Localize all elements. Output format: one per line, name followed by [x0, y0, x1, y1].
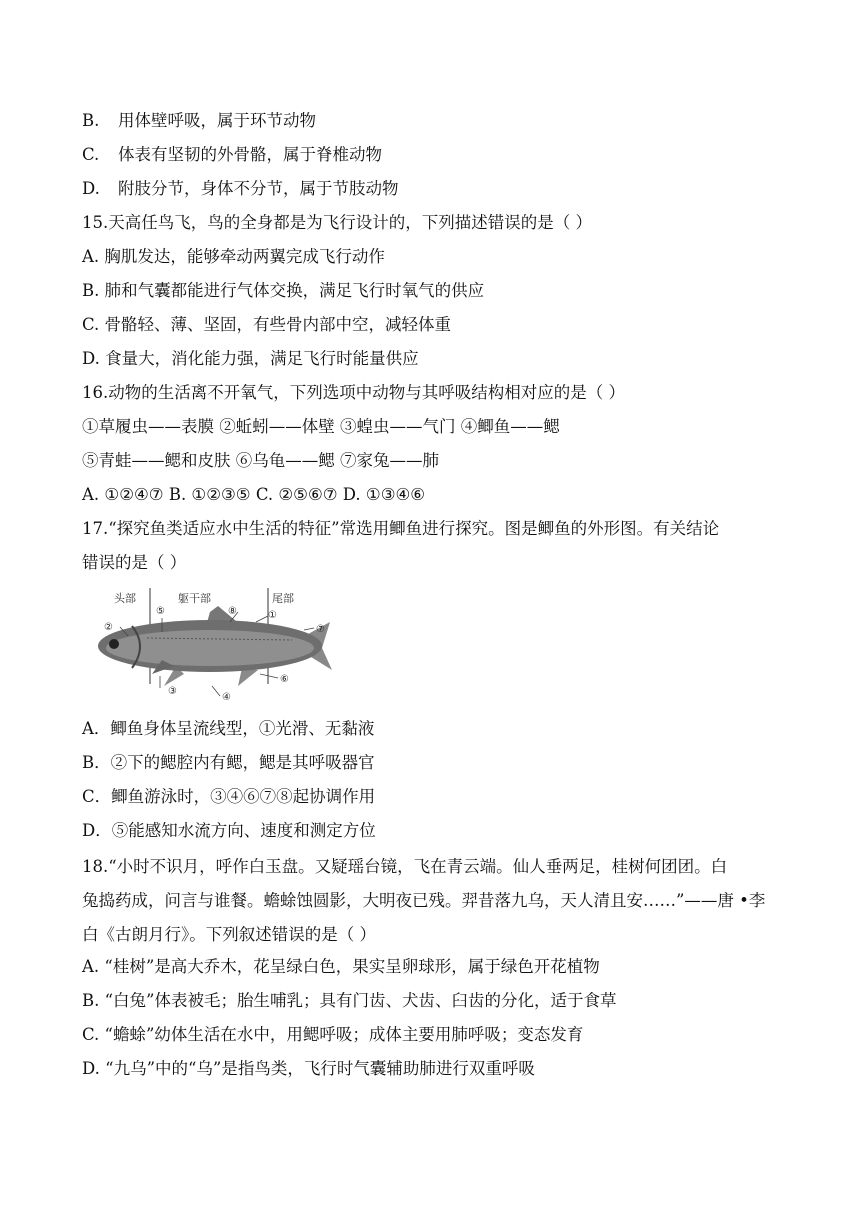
q15-stem: 15.天高任鸟飞，鸟的全身都是为飞行设计的，下列描述错误的是（ ）	[82, 213, 592, 232]
q17-stem-line-1: 17.“探究鱼类适应水中生活的特征”常选用鲫鱼进行探究。图是鲫鱼的外形图。有关结论	[82, 519, 720, 538]
q18-stem-line-1: 18.“小时不识月，呼作白玉盘。又疑瑶台镜，飞在青云端。仙人垂两足，桂树何团团。白	[82, 857, 728, 876]
marker-1: ①	[268, 610, 277, 621]
option-text: 用体壁呼吸，属于环节动物	[118, 111, 316, 130]
leader-1	[256, 616, 268, 622]
q18-option-c: C. “蟾蜍”幼体生活在水中，用鳃呼吸；成体主要用肺呼吸；变态发育	[82, 1025, 584, 1044]
marker-8: ⑧	[228, 606, 237, 617]
label-trunk: 躯干部	[178, 592, 211, 605]
q15-option-b: B. 肺和气囊都能进行气体交换，满足飞行时氧气的供应	[82, 281, 485, 300]
label-head: 头部	[114, 592, 136, 605]
option-label: C.	[82, 145, 100, 164]
marker-7: ⑦	[316, 624, 325, 635]
q17-option-b: B．②下的鳃腔内有鳃，鳃是其呼吸器官	[82, 753, 375, 772]
option-text: 体表有坚韧的外骨骼，属于脊椎动物	[118, 145, 382, 164]
leader-6	[260, 674, 278, 678]
q18-option-a: A. “桂树”是高大乔木，花呈绿白色，果实呈卵球形，属于绿色开花植物	[82, 957, 600, 976]
q17-stem-line-2: 错误的是（ ）	[82, 553, 187, 572]
q17-option-d: D．⑤能感知水流方向、速度和测定方位	[82, 821, 376, 840]
option-text: 附肢分节，身体不分节，属于节肢动物	[118, 179, 399, 198]
q16-stem: 16.动物的生活离不开氧气，下列选项中动物与其呼吸结构相对应的是（ ）	[82, 383, 625, 402]
q18-option-b: B. “白兔”体表被毛；胎生哺乳；具有门齿、犬齿、臼齿的分化，适于食草	[82, 991, 617, 1010]
marker-3: ③	[168, 686, 177, 697]
marker-5: ⑤	[156, 606, 165, 617]
q18-option-d: D. “九乌”中的“乌”是指鸟类，飞行时气囊辅助肺进行双重呼吸	[82, 1059, 535, 1078]
marker-6: ⑥	[280, 674, 289, 685]
fish-eye	[109, 639, 119, 649]
q18-stem-line-3: 白《古朗月行》。下列叙述错误的是（ ）	[82, 925, 376, 944]
option-label: D.	[82, 179, 100, 198]
carp-diagram	[92, 586, 342, 706]
q17-option-a: A．鲫鱼身体呈流线型，①光滑、无黏液	[82, 719, 375, 738]
q14-option-c	[82, 144, 382, 166]
q14-option-b	[82, 110, 316, 132]
q15-option-c: C. 骨骼轻、薄、坚固，有些骨内部中空，减轻体重	[82, 315, 452, 334]
q16-options: A. ①②④⑦ B. ①②③⑤ C. ②⑤⑥⑦ D. ①③④⑥	[82, 485, 426, 504]
q14-option-d	[82, 178, 399, 200]
marker-4: ④	[222, 692, 231, 703]
q16-list-1: ①草履虫——表膜 ②蚯蚓——体壁 ③蝗虫——气门 ④鲫鱼——鳃	[82, 417, 560, 436]
q17-option-c: C．鲫鱼游泳时，③④⑥⑦⑧起协调作用	[82, 787, 376, 806]
marker-2: ②	[104, 622, 113, 633]
q15-option-a: A. 胸肌发达，能够牵动两翼完成飞行动作	[82, 247, 385, 266]
q18-stem-line-2: 兔捣药成，问言与谁餐。蟾蜍蚀圆影，大明夜已残。羿昔落九乌，天人清且安……”——唐 •李	[82, 891, 766, 910]
label-tail: 尾部	[272, 592, 294, 605]
q15-option-d: D. 食量大，消化能力强，满足飞行时能量供应	[82, 349, 419, 368]
option-label: B.	[82, 111, 100, 130]
q16-list-2: ⑤青蛙——鳃和皮肤 ⑥乌龟——鳃 ⑦家兔——肺	[82, 451, 439, 470]
leader-7	[304, 628, 314, 630]
leader-4	[212, 686, 220, 696]
